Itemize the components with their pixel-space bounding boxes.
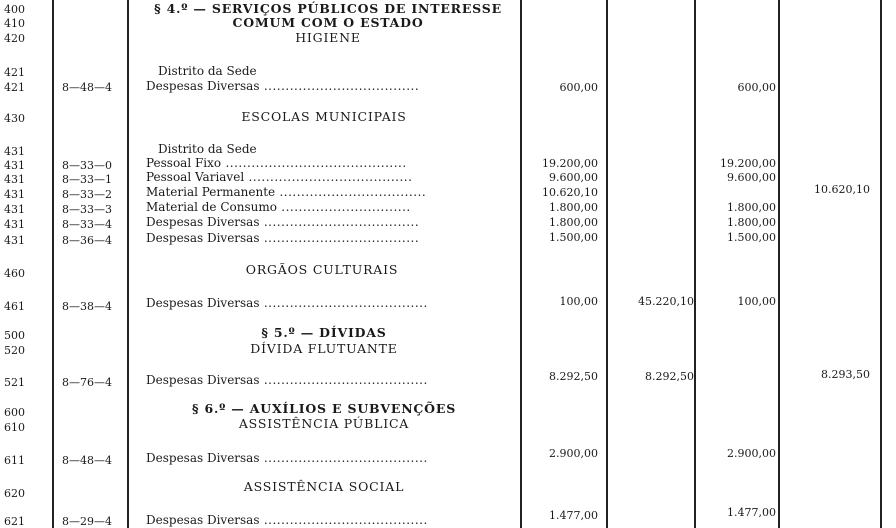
account-code: 8—36—4 (62, 234, 112, 247)
row-description: Despesas Diversas ...................................... (146, 296, 428, 310)
row-description: Distrito da Sede (158, 142, 257, 156)
subsection-heading: ASSISTÊNCIA PÚBLICA (238, 416, 410, 431)
row-code: 600 (4, 406, 25, 419)
amount: 10.620,10 (542, 186, 598, 199)
row-description: Material Permanente .................................. (146, 185, 427, 199)
account-code: 8—38—4 (62, 300, 112, 313)
row-code: 431 (4, 173, 25, 186)
row-code: 520 (4, 344, 25, 357)
section-subheading: COMUM COM O ESTADO (232, 15, 424, 30)
row-code: 430 (4, 112, 25, 125)
account-code: 8—48—4 (62, 81, 112, 94)
account-code: 8—33—4 (62, 218, 112, 231)
row-code: 461 (4, 300, 25, 313)
row-code: 460 (4, 267, 25, 280)
column-rule (606, 0, 608, 528)
amount: 1.800,00 (727, 201, 776, 214)
account-code: 8—33—1 (62, 173, 112, 186)
row-description: Pessoal Variavel ...................................... (146, 170, 413, 184)
row-code: 420 (4, 32, 25, 45)
row-code: 431 (4, 203, 25, 216)
subsection-heading: ASSISTÊNCIA SOCIAL (243, 479, 405, 494)
amount: 9.600,00 (549, 171, 598, 184)
amount: 9.600,00 (727, 171, 776, 184)
amount: 1.500,00 (549, 231, 598, 244)
row-code: 431 (4, 188, 25, 201)
row-code: 621 (4, 515, 25, 528)
subsection-heading: DÍVIDA FLUTUANTE (250, 341, 398, 356)
amount: 1.500,00 (727, 231, 776, 244)
amount: 19.200,00 (542, 157, 598, 170)
column-rule (52, 0, 54, 528)
row-description: Despesas Diversas .................................... (146, 79, 420, 93)
amount: 100,00 (559, 295, 598, 308)
row-description: Despesas Diversas ...................................... (146, 451, 428, 465)
row-description: Despesas Diversas .................................... (146, 215, 420, 229)
account-code: 8—33—3 (62, 203, 112, 216)
amount: 600,00 (737, 81, 776, 94)
amount: 2.900,00 (727, 447, 776, 460)
row-code: 431 (4, 145, 25, 158)
account-code: 8—48—4 (62, 454, 112, 467)
subsection-heading: HIGIENE (295, 30, 361, 45)
row-code: 410 (4, 17, 25, 30)
row-description: Despesas Diversas ...................................... (146, 373, 428, 387)
amount: 2.900,00 (549, 447, 598, 460)
amount: 45.220,10 (638, 295, 694, 308)
amount: 19.200,00 (720, 157, 776, 170)
row-description: Despesas Diversas .................................... (146, 231, 420, 245)
row-code: 610 (4, 421, 25, 434)
account-code: 8—33—0 (62, 159, 112, 172)
amount: 1.800,00 (549, 201, 598, 214)
column-rule (778, 0, 780, 528)
row-code: 421 (4, 66, 25, 79)
section-heading: § 5.º — DÍVIDAS (261, 325, 387, 340)
section-heading: § 4.º — SERVIÇOS PÚBLICOS DE INTERESSE (154, 1, 502, 16)
amount: 1.477,00 (727, 506, 776, 519)
row-code: 611 (4, 454, 25, 467)
subsection-heading: ORGÃOS CULTURAIS (245, 262, 399, 277)
row-code: 431 (4, 218, 25, 231)
amount: 10.620,10 (814, 183, 870, 196)
row-code: 500 (4, 329, 25, 342)
amount: 1.800,00 (549, 216, 598, 229)
account-code: 8—29—4 (62, 515, 112, 528)
row-description: Distrito da Sede (158, 64, 257, 78)
subsection-heading: ESCOLAS MUNICIPAIS (241, 109, 407, 124)
column-rule (127, 0, 129, 528)
amount: 1.800,00 (727, 216, 776, 229)
section-heading: § 6.º — AUXÍLIOS E SUBVENÇÕES (191, 401, 457, 416)
amount: 8.293,50 (821, 368, 870, 381)
row-description: Despesas Diversas ...................................... (146, 513, 428, 527)
amount: 600,00 (559, 81, 598, 94)
amount: 100,00 (737, 295, 776, 308)
amount: 1.477,00 (549, 509, 598, 522)
amount: 8.292,50 (549, 370, 598, 383)
account-code: 8—33—2 (62, 188, 112, 201)
row-code: 421 (4, 81, 25, 94)
column-rule (880, 0, 882, 528)
row-code: 431 (4, 159, 25, 172)
row-code: 620 (4, 487, 25, 500)
row-code: 431 (4, 234, 25, 247)
row-description: Pessoal Fixo .......................................... (146, 156, 407, 170)
amount: 8.292,50 (645, 370, 694, 383)
row-code: 400 (4, 3, 25, 16)
row-code: 521 (4, 376, 25, 389)
account-code: 8—76—4 (62, 376, 112, 389)
row-description: Material de Consumo .............................. (146, 200, 411, 214)
